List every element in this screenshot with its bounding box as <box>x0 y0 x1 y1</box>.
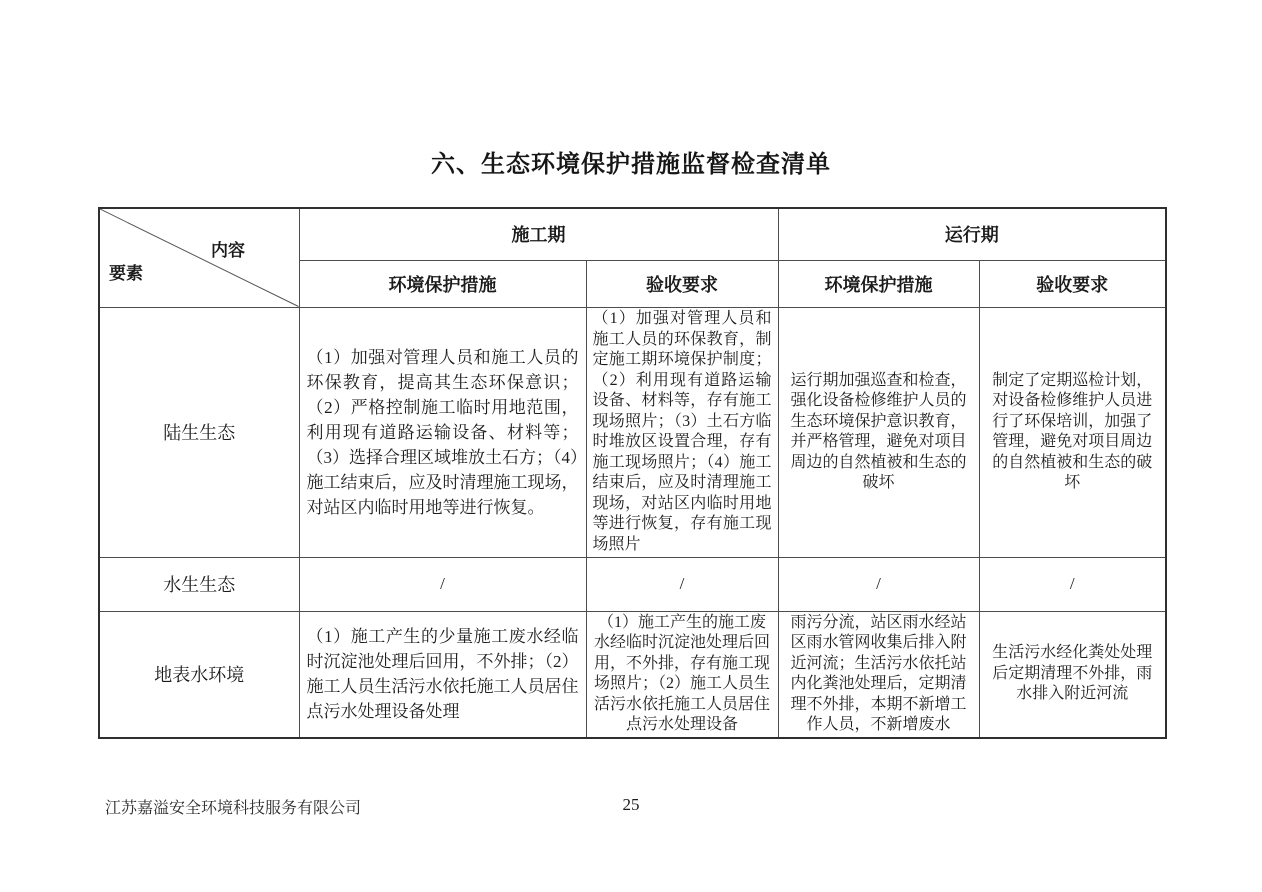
header-operation-period: 运行期 <box>778 208 1166 260</box>
cell-text: / <box>876 574 881 593</box>
table-row-surface-water <box>99 611 1166 738</box>
cell-text: / <box>1069 574 1075 593</box>
cell-text: 生活污水经化粪处处理后定期清理不外排，雨水排入附近河流 <box>992 644 1153 703</box>
table-row-terrestrial-ecology <box>99 307 1166 557</box>
diagonal-divider-line <box>100 209 299 307</box>
cell-text: （1）加强对管理人员和施工人员的环保教育，制定施工期环境保护制度；（2）利用现有道路运输设备、材料等，存有施工现场照片；（3）土石方临时堆放区设置合理，存有施工现场照片；（4）施工结束后，应及时清理施工现场，对站区内临时用地等进行恢复，存有施工现场照片 <box>592 310 772 553</box>
checklist-table <box>98 207 1167 739</box>
table-cell <box>979 557 1166 611</box>
cell-text: / <box>679 574 685 593</box>
subheader-construction-acceptance: 验收要求 <box>586 260 778 307</box>
cell-text: （1）施工产生的少量施工废水经临时沉淀池处理后回用，不外排；（2）施工人员生活污水依托施工人员居住点污水处理设备处理 <box>306 627 579 721</box>
table-cell <box>586 557 778 611</box>
table-cell <box>979 307 1166 557</box>
subheader-operation-acceptance: 验收要求 <box>979 260 1166 307</box>
cell-text: 运行期加强巡查和检查，强化设备检修维护人员的生态环境保护意识教育，并严格管理，避免对项目周边的自然植被和生态的破坏 <box>790 371 967 491</box>
header-row-periods <box>99 208 1166 260</box>
table-cell <box>778 557 979 611</box>
table-cell <box>299 611 586 738</box>
cell-text: 制定了定期巡检计划，对设备检修维护人员进行了环保培训，加强了管理，避免对项目周边的自然植被和生态的破坏 <box>992 371 1153 491</box>
cell-text: / <box>440 574 445 593</box>
row-label: 水生生态 <box>99 557 299 611</box>
page-title: 六、生态环境保护措施监督检查清单 <box>431 151 831 178</box>
subheader-construction-measures: 环境保护措施 <box>299 260 586 307</box>
footer-company: 江苏嘉溢安全环境科技服务有限公司 <box>105 800 362 817</box>
cell-text: （1）施工产生的施工废水经临时沉淀池处理后回用，不外排，存有施工现场照片；（2）施工人员生活污水依托施工人员居住点污水处理设备 <box>593 613 770 733</box>
row-label: 地表水环境 <box>99 611 299 738</box>
subheader-operation-measures: 环境保护措施 <box>778 260 979 307</box>
cell-text: 雨污分流，站区雨水经站区雨水管网收集后排入附近河流；生活污水依托站内化粪池处理后，定期清理不外排，本期不新增工作人员，不新增废水 <box>790 613 967 733</box>
row-label: 陆生生态 <box>99 307 299 557</box>
header-construction-period: 施工期 <box>299 208 778 260</box>
table-row-aquatic-ecology <box>99 557 1166 611</box>
table-cell <box>778 307 979 557</box>
table-cell <box>299 557 586 611</box>
corner-label-element: 要素 <box>109 264 143 283</box>
table-cell <box>778 611 979 738</box>
table-cell <box>299 307 586 557</box>
table-cell <box>586 307 778 557</box>
page-number: 25 <box>622 795 640 814</box>
corner-label-content: 内容 <box>211 241 245 260</box>
cell-text: （1）加强对管理人员和施工人员的环保教育，提高其生态环保意识；（2）严格控制施工临时用地范围，利用现有道路运输设备、材料等；（3）选择合理区域堆放土石方；（4）施工结束后，应及时清理施工现场，对站区内临时用地等进行恢复。 <box>306 347 579 517</box>
table-cell <box>586 611 778 738</box>
corner-header-cell <box>99 208 299 307</box>
page-footer <box>0 795 1262 819</box>
table-cell <box>979 611 1166 738</box>
